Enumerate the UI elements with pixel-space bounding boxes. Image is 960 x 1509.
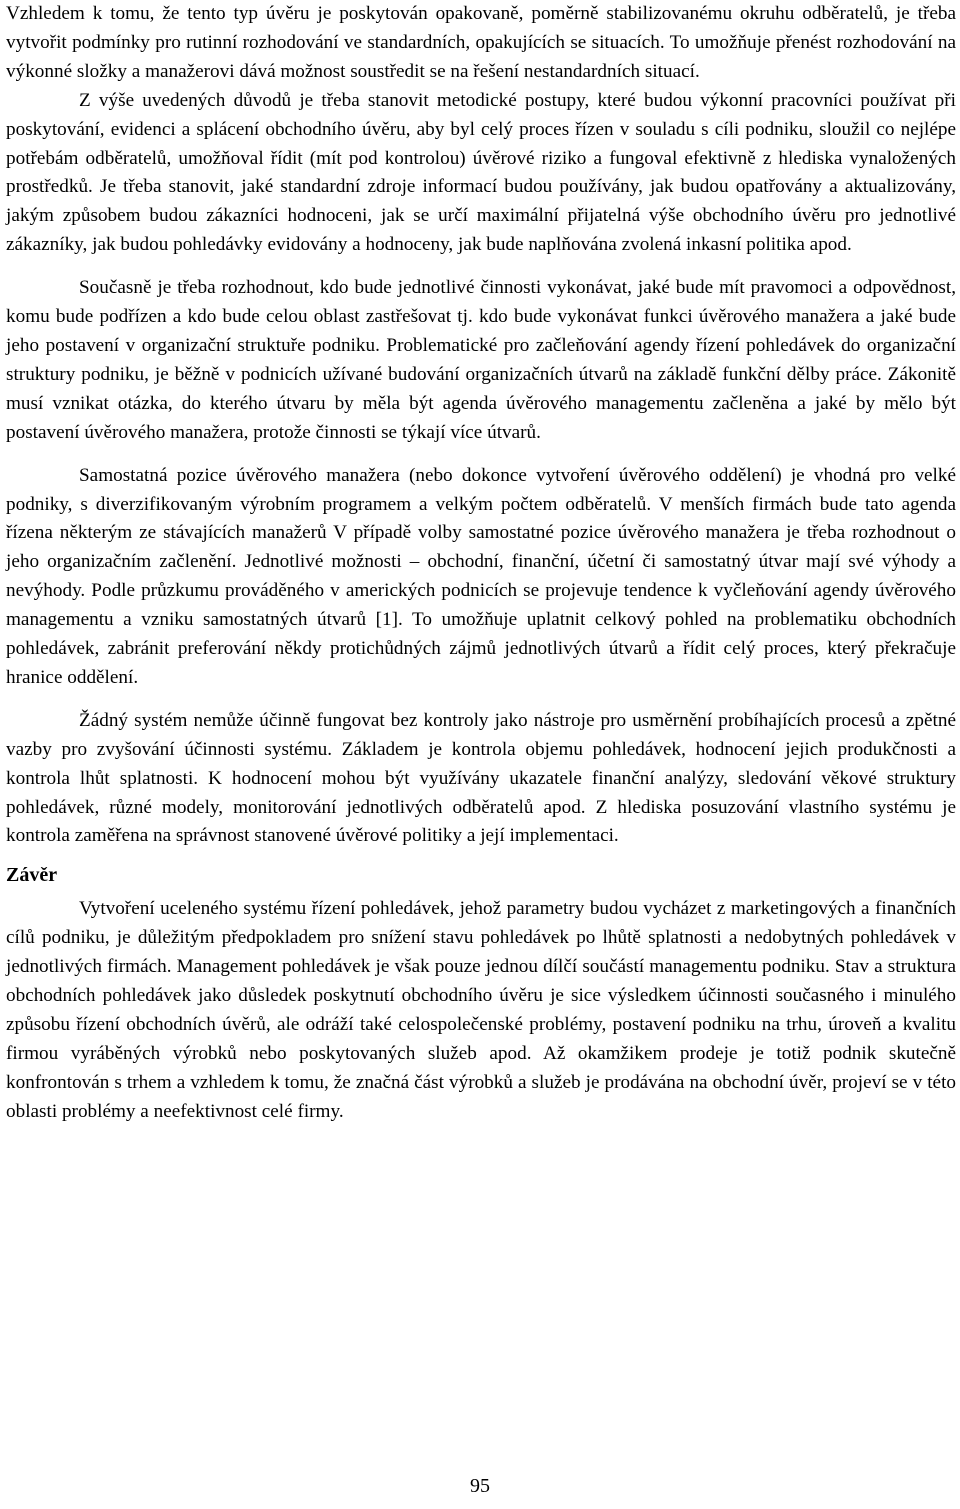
page-number: 95 bbox=[470, 1475, 490, 1497]
paragraph-responsibilities: Současně je třeba rozhodnout, kdo bude jednotlivé činnosti vykonávat, jaké bude mít pravomoci a odpovědnost, komu bude podřízen a kdo bude celou oblast zastřešovat tj. kdo bude vykonávat funkci úvěrového manažera a jaké bude jeho postavení v organizační struktuře podniku. Problematické pro začleňování agendy řízení pohledávek do organizační struktury podniku, je běžně v podnicích užívané budování organizačních útvarů na základě funkční dělby práce. Zákonitě musí vznikat otázka, do kterého útvaru by měla být agenda úvěrového managementu začleněna a jaké by mělo být postavení úvěrového manažera, protože činnosti se týkají více útvarů. bbox=[6, 277, 956, 443]
paragraph-methodology: Z výše uvedených důvodů je třeba stanovit metodické postupy, které budou výkonní pracovníci používat při poskytování, evidenci a splácení obchodního úvěru, aby byl celý proces řízen v souladu s cíli podniku, sloužil co nejlépe potřebám odběratelů, umožňoval řídit (mít pod kontrolou) úvěrové riziko a fungoval efektivně z hlediska vynaložených prostředků. Je třeba stanovit, jaké standardní zdroje informací budou používány, jak budou opatřovány a aktualizovány, jakým způsobem budou zákazníci hodnoceni, jak se určí maximální přijatelná výše obchodního úvěru pro jednotlivé zákazníky, jak budou pohledávky evidovány a hodnoceny, jak bude naplňována zvolená inkasní politika apod. bbox=[6, 89, 956, 256]
paragraph-credit-manager: Samostatná pozice úvěrového manažera (nebo dokonce vytvoření úvěrového oddělení) je vhodná pro velké podniky, s diverzifikovaným výrobním programem a velkým počtem odběratelů. V menších firmách bude tato agenda řízena některým ze stávajících manažerů V případě volby samostatné pozice úvěrového manažera je třeba rozhodnout o jeho organizačním začlenění. Jednotlivé možnosti – obchodní, finanční, účetní či samostatný útvar mají své výhody a nevýhody. Podle průzkumu prováděného v amerických podnicích se projevuje tendence k vyčleňování agendy úvěrového managementu a vzniku samostatných útvarů [1]. To umožňuje uplatnit celkový pohled na problematiku obchodních pohledávek, zabránit preferování někdy protichůdných zájmů jednotlivých útvarů a řídit celý proces, který překračuje hranice oddělení. bbox=[6, 464, 956, 688]
document-page bbox=[6, 0, 956, 1127]
paragraph-control: Žádný systém nemůže účinně fungovat bez kontroly jako nástroje pro usměrnění probíhajících procesů a zpětné vazby pro zvyšování účinnosti systému. Základem je kontrola objemu pohledávek, hodnocení jejich produkčnosti a kontrola lhůt splatnosti. K hodnocení mohou být využívány ukazatele finanční analýzy, sledování věkové struktury pohledávek, různé modely, monitorování jednotlivých odběratelů apod. Z hlediska posuzování vlastního systému je kontrola zaměřena na správnost stanovené úvěrové politiky a její implementaci. bbox=[6, 709, 956, 847]
paragraph-conclusion: Vytvoření uceleného systému řízení pohledávek, jehož parametry budou vycházet z marketingových a finančních cílů podniku, je důležitým předpokladem pro snížení stavu pohledávek po lhůtě splatnosti a nedobytných pohledávek v jednotlivých firmách. Management pohledávek je však pouze jednou dílčí součástí managementu podniku. Stav a struktura obchodních pohledávek jako důsledek poskytnutí obchodního úvěru je sice výsledkem účinnosti současného i minulého způsobu řízení obchodních úvěrů, ale odráží také celospolečenské problémy, postavení podniku na trhu, úroveň a kvalitu firmou vyráběných výrobků nebo poskytovaných služeb apod. Až okamžikem prodeje je totiž podnik skutečně konfrontován s trhem a vzhledem k tomu, že značná část výrobků a služeb je prodávána na obchodní úvěr, projeví se v této oblasti problémy a neefektivnost celé firmy. bbox=[6, 898, 956, 1122]
section-heading: Závěr bbox=[6, 864, 58, 887]
paragraph-intro: Vzhledem k tomu, že tento typ úvěru je poskytován opakovaně, poměrně stabilizovanému okruhu odběratelů, je třeba vytvořit podmínky pro rutinní rozhodování ve standardních, opakujících se situacích. To umožňuje přenést rozhodování na výkonné složky a manažerovi dává možnost soustředit se na řešení nestandardních situací. bbox=[6, 3, 956, 82]
